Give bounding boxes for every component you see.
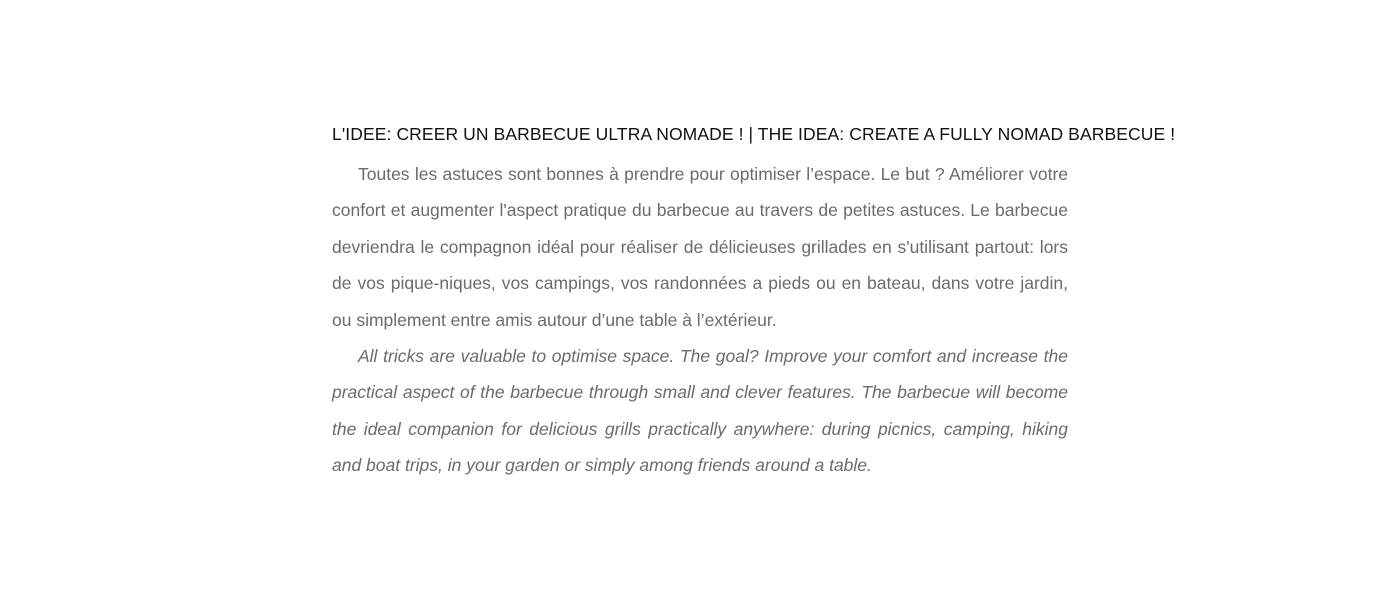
paragraph-english: All tricks are valuable to optimise space. The goal? Improve your comfort and increase the practical aspect of the barbecue through small and clever features. The barbecue will become the ideal companion for delicious grills practically anywhere: during picnics, camping, hiking and boat trips, in your garden or simply among friends around a table. <box>332 346 1068 476</box>
paragraph-french: Toutes les astuces sont bonnes à prendre pour optimiser l’espace. Le but ? Améliorer votre confort et augmenter l'aspect pratique du barbecue au travers de petites astuces. Le barbecue devriendra le compagnon idéal pour réaliser de délicieuses grillades en s'utilisant partout: lors de vos pique-niques, vos campings, vos randonnées a pieds ou en bateau, dans votre jardin, ou simplement entre amis autour d’une table à l’extérieur. <box>332 164 1068 330</box>
article-title: L'IDEE: CREER UN BARBECUE ULTRA NOMADE ! | THE IDEA: CREATE A FULLY NOMAD BARBECUE ! <box>332 124 1176 144</box>
article-block <box>332 120 1176 484</box>
